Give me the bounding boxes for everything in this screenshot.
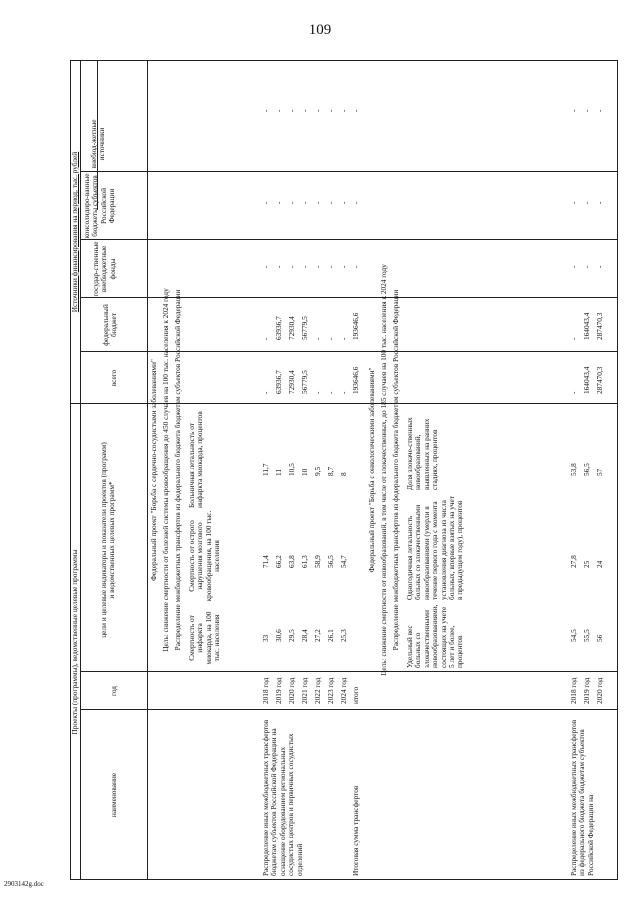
cell-funds: - <box>582 265 591 268</box>
table-row <box>262 60 274 880</box>
section1-total-year: итого <box>351 686 360 704</box>
cell-funds: - <box>300 265 309 268</box>
cell-federal: 287470,3 <box>595 312 604 340</box>
cell-regional: - <box>274 201 283 204</box>
rotated-table <box>70 60 620 880</box>
section1-distribution: Распределение межбюджетных трансфертов из федерального бюджета бюджетам субъектов Российской Федерации <box>173 289 182 651</box>
header-regional: консолидиро-ванные бюджеты субъектов Российской Федерации <box>82 173 117 239</box>
section1-total-total: 193646,6 <box>351 366 360 394</box>
cell-federal: - <box>261 337 270 340</box>
cell-funds: - <box>595 265 604 268</box>
cell-i2: 71,4 <box>261 555 270 568</box>
cell-total: 56779,5 <box>300 370 309 394</box>
section1-goal: Цель: снижение смертности от болезней системы кровообращения до 450 случаев на 100 тыс. населения к 2024 году <box>161 288 170 652</box>
cell-federal: - <box>313 337 322 340</box>
section1-title: Федеральный проект "Борьба с сердечно-сосудистыми заболеваниями" <box>149 359 158 581</box>
cell-federal: 63936,7 <box>274 316 283 340</box>
cell-i1: 27,2 <box>313 629 322 642</box>
cell-funds: - <box>326 265 335 268</box>
section2-row-name: Распределение иных межбюджетных трансфертов из федерального бюджета бюджетам субъектов Российской Федерации на <box>569 719 595 876</box>
cell-i1: 25,3 <box>339 629 348 642</box>
cell-off: - <box>261 109 270 112</box>
cell-i1: 33 <box>261 634 270 642</box>
header-sources: Источники финансирования на период, тыс. рублей <box>70 151 79 313</box>
cell-funds: - <box>339 265 348 268</box>
section2-distribution: Распределение межбюджетных трансфертов из федерального бюджета бюджетам субъектов Российской Федерации <box>391 289 400 651</box>
cell-funds: - <box>274 265 283 268</box>
table-row <box>570 60 582 880</box>
table-row <box>583 60 595 880</box>
section2-indicator1: Удельный вес больных со злокачественными новообразованиями, состоящих на учете 5 лет и более, процентов <box>405 604 465 668</box>
header-federal: федеральный бюджет <box>101 304 119 346</box>
table-row <box>596 60 608 880</box>
cell-funds: - <box>313 265 322 268</box>
cell-regional: - <box>582 201 591 204</box>
cell-year: 2020 год <box>595 677 604 704</box>
section1-total-funds: - <box>351 265 360 268</box>
cell-federal: - <box>339 337 348 340</box>
section1-total-off: - <box>351 109 360 112</box>
cell-i2: 25 <box>582 560 591 568</box>
cell-i3: 11,7 <box>261 463 270 476</box>
cell-regional: - <box>313 201 322 204</box>
cell-i2: 63,8 <box>287 555 296 568</box>
document-filename: 2903142g.doc <box>4 880 44 888</box>
cell-off: - <box>595 109 604 112</box>
header-year: год <box>109 686 118 696</box>
section1-total-name: Итоговая сумма трансфертов <box>351 785 360 876</box>
cell-year: 2024 год <box>339 677 348 704</box>
cell-year: 2023 год <box>326 677 335 704</box>
cell-total: 287470,3 <box>595 366 604 394</box>
cell-federal: - <box>569 337 578 340</box>
cell-i3: 11 <box>274 468 283 476</box>
cell-total: 164043,4 <box>582 366 591 394</box>
cell-regional: - <box>287 201 296 204</box>
cell-i1: 26,1 <box>326 629 335 642</box>
cell-i3: 8 <box>339 472 348 476</box>
cell-total: - <box>569 391 578 394</box>
cell-i1: 56 <box>595 634 604 642</box>
cell-total: 63936,7 <box>274 370 283 394</box>
cell-regional: - <box>595 201 604 204</box>
cell-off: - <box>569 109 578 112</box>
section2-title: Федеральный проект "Борьба с онкологическими заболеваниями" <box>367 367 376 573</box>
cell-regional: - <box>569 201 578 204</box>
cell-i3: 56,5 <box>582 463 591 476</box>
section2-indicator3: Доля злокаче-ственных новообразований, выявленных на ранних стадиях, процентов <box>405 417 440 490</box>
table-row <box>288 60 300 880</box>
section1-row-name: Распределение иных межбюджетных трансфертов бюджетам субъектов Российской Федерации на оснащение оборудованием региональных сосудистых центров и первичных сосудистых отделений <box>261 719 304 876</box>
cell-funds: - <box>287 265 296 268</box>
cell-i2: 61,3 <box>300 555 309 568</box>
cell-funds: - <box>261 265 270 268</box>
cell-regional: - <box>261 201 270 204</box>
header-total: всего <box>109 369 118 387</box>
cell-i1: 28,4 <box>300 629 309 642</box>
cell-i2: 54,7 <box>339 555 348 568</box>
cell-regional: - <box>300 201 309 204</box>
cell-federal: 56779,5 <box>300 316 309 340</box>
cell-year: 2018 год <box>569 677 578 704</box>
cell-i1: 54,5 <box>569 629 578 642</box>
section2-indicator2: Одногодичная летальность больных со злокачественными новообразованиями (умерли в течение первого года с момента установления диагноза из числа больных, впервые взятых на учет в предыдущем году), процентов <box>405 496 465 600</box>
cell-i1: 30,6 <box>274 629 283 642</box>
cell-off: - <box>300 109 309 112</box>
cell-off: - <box>582 109 591 112</box>
cell-year: 2022 год <box>313 677 322 704</box>
section1-indicator3: Больничная летальность от инфаркта миокарда, процентов <box>187 411 205 508</box>
header-offbudget: внебюд-жетные источники <box>89 119 107 169</box>
cell-i3: 57 <box>595 468 604 476</box>
cell-i2: 56,5 <box>326 555 335 568</box>
cell-year: 2019 год <box>582 677 591 704</box>
section1-total-regional: - <box>351 201 360 204</box>
header-goals: цели и целевые индикаторы и показатели проектов (программ) и ведомственных целевых программ* <box>99 442 117 638</box>
cell-off: - <box>313 109 322 112</box>
section1-indicator1: Смертность от инфаркта миокарда, на 100 тыс. населения <box>187 611 222 665</box>
table-row <box>327 60 339 880</box>
cell-total: - <box>261 391 270 394</box>
table-row <box>275 60 287 880</box>
cell-total: - <box>326 391 335 394</box>
cell-off: - <box>339 109 348 112</box>
cell-i3: 10 <box>300 468 309 476</box>
cell-year: 2021 год <box>300 677 309 704</box>
cell-year: 2020 год <box>287 677 296 704</box>
header-projects: Проекты (программы), ведомственные целевые программы <box>70 549 79 735</box>
cell-regional: - <box>339 201 348 204</box>
section1-total-federal: 193646,6 <box>351 312 360 340</box>
cell-off: - <box>287 109 296 112</box>
cell-i2: 66,2 <box>274 555 283 568</box>
cell-i1: 55,5 <box>582 629 591 642</box>
cell-year: 2018 год <box>261 677 270 704</box>
cell-off: - <box>274 109 283 112</box>
table-row <box>301 60 313 880</box>
header-name: наименование <box>109 772 118 818</box>
cell-i2: 27,8 <box>569 555 578 568</box>
section1-indicator2: Смертность от острого нарушения мозгового кровообращения, на 100 тыс. населения <box>187 510 222 602</box>
cell-i2: 24 <box>595 560 604 568</box>
cell-i2: 58,9 <box>313 555 322 568</box>
cell-i3: 10,5 <box>287 463 296 476</box>
cell-total: 72930,4 <box>287 370 296 394</box>
table-row <box>340 60 352 880</box>
cell-year: 2019 год <box>274 677 283 704</box>
cell-federal: 164043,4 <box>582 312 591 340</box>
header-funds: государ-ственные внебюджетные фонды <box>91 241 117 297</box>
page-number: 109 <box>308 22 332 38</box>
cell-off: - <box>326 109 335 112</box>
cell-i3: 9,5 <box>313 466 322 476</box>
cell-federal: 72930,4 <box>287 316 296 340</box>
section2-goal: Цель: снижение смертности от новообразований, в том числе от злокачественных, до 185 случаев на 100 тыс. населения к 2024 году <box>379 264 388 676</box>
cell-i3: 8,7 <box>326 466 335 476</box>
cell-i3: 53,8 <box>569 463 578 476</box>
cell-regional: - <box>326 201 335 204</box>
cell-funds: - <box>569 265 578 268</box>
table-row <box>314 60 326 880</box>
cell-total: - <box>339 391 348 394</box>
cell-total: - <box>313 391 322 394</box>
cell-federal: - <box>326 337 335 340</box>
cell-i1: 29,5 <box>287 629 296 642</box>
